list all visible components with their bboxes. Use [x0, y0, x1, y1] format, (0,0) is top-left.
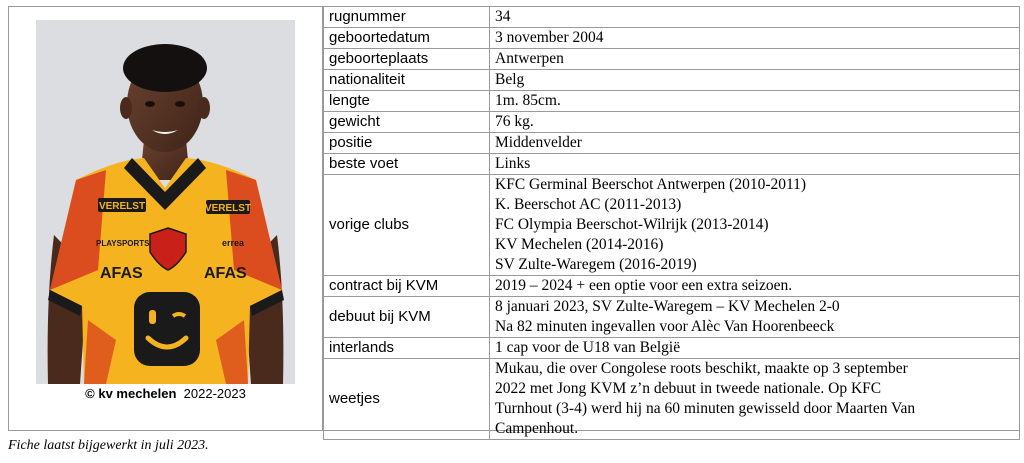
info-row: [324, 175, 1020, 276]
info-value: [490, 297, 1020, 338]
info-label: contract bij KVM: [324, 276, 490, 297]
info-label: gewicht: [324, 112, 490, 133]
photo-cell: [8, 6, 323, 431]
info-value-line: Campenhout.: [495, 420, 579, 437]
info-value-line: 2022 met Jong KVM z’n debuut in tweede nationale. Op KFC: [495, 380, 882, 397]
info-value-line: Links: [495, 155, 531, 172]
info-value: [490, 49, 1020, 70]
info-row: [324, 359, 1020, 440]
info-value-line: KFC Germinal Beerschot Antwerpen (2010-2011): [495, 176, 807, 193]
info-value-line: SV Zulte-Waregem (2016-2019): [495, 256, 697, 273]
info-value-line: 1 cap voor de U18 van België: [495, 339, 681, 356]
info-row: [324, 133, 1020, 154]
info-value: [490, 175, 1020, 276]
info-value: [490, 276, 1020, 297]
info-row: [324, 297, 1020, 338]
errea-text: errea: [222, 238, 245, 248]
info-value: [490, 7, 1020, 28]
player-photo: [36, 20, 295, 384]
info-value-line: Belg: [495, 71, 525, 88]
info-label: positie: [324, 133, 490, 154]
info-value-line: 1m. 85cm.: [495, 92, 561, 109]
info-value-line: Mukau, die over Congolese roots beschikt, maakte op 3 september: [495, 360, 908, 377]
info-row: [324, 112, 1020, 133]
info-value: [490, 112, 1020, 133]
info-value: [490, 70, 1020, 91]
info-value: [490, 28, 1020, 49]
info-row: [324, 28, 1020, 49]
smiley-sponsor-icon: [134, 292, 200, 366]
afas-right-text: AFAS: [204, 265, 247, 282]
info-label: interlands: [324, 338, 490, 359]
info-label: rugnummer: [324, 7, 490, 28]
info-label: geboorteplaats: [324, 49, 490, 70]
info-label: lengte: [324, 91, 490, 112]
info-value-line: KV Mechelen (2014-2016): [495, 236, 664, 253]
photo-caption-owner: © kv mechelen: [85, 386, 177, 401]
sponsor-right-text: VERELST: [204, 203, 252, 214]
info-label: geboortedatum: [324, 28, 490, 49]
info-value-line: 8 januari 2023, SV Zulte-Waregem – KV Mechelen 2-0: [495, 298, 840, 315]
info-value-line: Na 82 minuten ingevallen voor Alèc Van Hoorenbeeck: [495, 318, 835, 335]
afas-left-text: AFAS: [100, 265, 143, 282]
info-label: beste voet: [324, 154, 490, 175]
info-value: [490, 359, 1020, 440]
info-row: [324, 338, 1020, 359]
photo-caption: [8, 386, 323, 401]
info-value-line: 76 kg.: [495, 113, 534, 130]
info-label: nationaliteit: [324, 70, 490, 91]
info-value-line: Antwerpen: [495, 50, 564, 67]
info-row: [324, 276, 1020, 297]
info-row: [324, 154, 1020, 175]
info-label: vorige clubs: [324, 175, 490, 276]
info-row: [324, 70, 1020, 91]
info-value: [490, 133, 1020, 154]
player-info-table: [323, 6, 1020, 440]
player-portrait-image: [36, 20, 295, 384]
info-value-line: K. Beerschot AC (2011-2013): [495, 196, 682, 213]
photo-caption-season: 2022-2023: [183, 386, 246, 401]
info-value-line: 2019 – 2024 + een optie voor een extra seizoen.: [495, 277, 793, 294]
info-row: [324, 91, 1020, 112]
info-row: [324, 7, 1020, 28]
info-value-line: Middenvelder: [495, 134, 582, 151]
info-value-line: 34: [495, 8, 511, 25]
footnote: Fiche laatst bijgewerkt in juli 2023.: [8, 438, 209, 453]
sponsor-left-text: VERELST: [98, 201, 146, 212]
info-value-line: FC Olympia Beerschot-Wilrijk (2013-2014): [495, 216, 769, 233]
info-label: weetjes: [324, 359, 490, 440]
info-value-line: 3 november 2004: [495, 29, 604, 46]
info-value: [490, 91, 1020, 112]
info-value: [490, 154, 1020, 175]
info-value: [490, 338, 1020, 359]
playsports-text: PLAYSPORTS: [96, 239, 150, 248]
info-label: debuut bij KVM: [324, 297, 490, 338]
info-row: [324, 49, 1020, 70]
info-value-line: Turnhout (3-4) werd hij na 60 minuten gewisseld door Maarten Van: [495, 400, 916, 417]
